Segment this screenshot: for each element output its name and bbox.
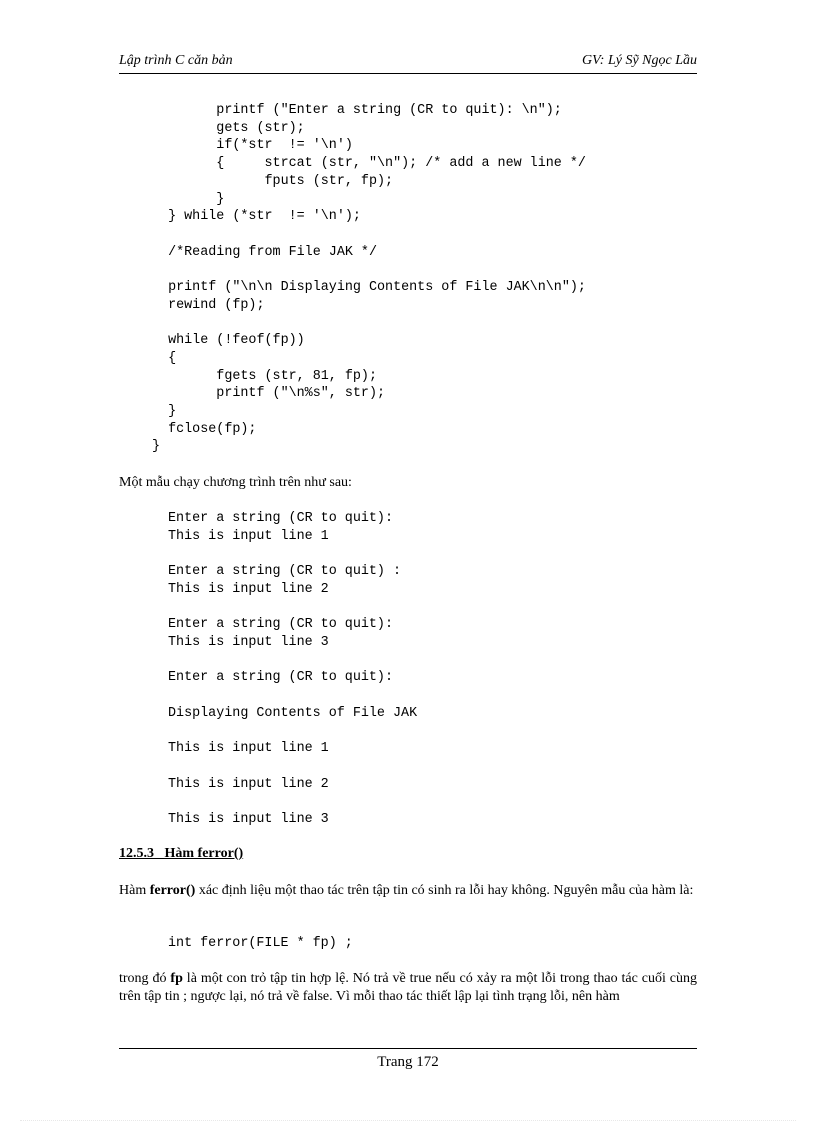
ferror-intro-rest: xác định liệu một thao tác trên tập tin có sinh ra lỗi hay không. Nguyên mẫu của hàm là: (195, 883, 694, 898)
page-header (119, 51, 697, 74)
fp-desc-start: trong đó (119, 971, 171, 986)
section-title: Hàm ferror() (164, 846, 244, 861)
ferror-intro-start: Hàm (119, 883, 150, 898)
section-number: 12.5.3 (119, 846, 154, 861)
page-number: Trang 172 (377, 1054, 439, 1070)
fp-desc-rest: là một con trỏ tập tin hợp lệ. Nó trả về true nếu có xảy ra một lỗi trong thao tác cuối cùng trên tập tin ; ngược lại, nó trả về false. Vì mỗi thao tác thiết lập lại tình trạng lỗi, nên hàm (119, 971, 697, 1004)
section-heading (119, 846, 243, 862)
paragraph-ferror-intro (119, 882, 697, 900)
footer-divider (119, 1048, 697, 1049)
code-block-program: printf ("Enter a string (CR to quit): \n"); gets (str); if(*str != '\n') { strcat (str, "\n"); /* add a new line */ fputs (str, fp); } } while (*str != '\n'); /*Reading from File JAK */ printf ("\n\n Displaying Contents of File JAK\n\n"); rewind (fp); while (!feof(fp)) { fgets (str, 81, fp); printf ("\n%s", str); } fclose(fp); } (152, 103, 586, 455)
header-course-title: Lập trình C căn bản (119, 53, 233, 68)
ferror-function-name: ferror() (149, 883, 196, 898)
page-bottom-edge (20, 1120, 796, 1121)
fp-parameter-name: fp (170, 971, 183, 986)
code-block-sample-output: Enter a string (CR to quit): This is input line 1 Enter a string (CR to quit) : This is input line 2 Enter a string (CR to quit): This is input line 3 Enter a string (CR to quit): Displaying Contents of File JAK This is input line 1 This is input line 2 This is input line 3 (168, 511, 418, 827)
header-lecturer: GV: Lý Sỹ Ngọc Lầu (582, 53, 697, 68)
code-ferror-prototype: int ferror(FILE * fp) ; (168, 936, 353, 951)
paragraph-fp-description (119, 970, 697, 1006)
paragraph-sample-run: Một mẫu chạy chương trình trên như sau: (119, 475, 352, 490)
